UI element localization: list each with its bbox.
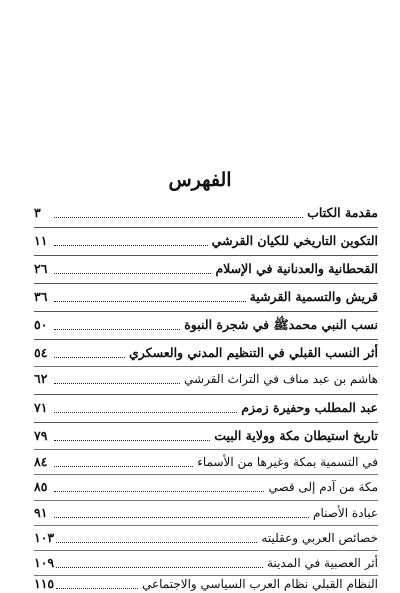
divider <box>34 525 378 526</box>
toc-entry <box>34 286 378 306</box>
dot-leader <box>54 466 193 467</box>
toc-entry-page: ٨٤ <box>34 454 48 469</box>
dot-leader <box>54 301 246 302</box>
toc-entry-page: ٩١ <box>34 505 48 520</box>
toc-entry-page: ٣٦ <box>34 289 48 304</box>
toc-entry-page: ٨٥ <box>34 479 48 494</box>
toc-entry-title: النظام القبلي نظام العرب السياسي والاجتماعي <box>141 577 378 591</box>
divider <box>34 255 378 256</box>
toc-entry-title: عبادة الأصنام <box>313 506 378 520</box>
dot-leader <box>56 567 263 568</box>
toc-entry-page: ٦٢ <box>34 371 48 386</box>
toc-entry-title: مقدمة الكتاب <box>307 205 378 220</box>
divider <box>34 339 378 340</box>
dot-leader <box>54 357 125 358</box>
dot-leader <box>54 273 211 274</box>
toc-entry-title: تاريخ استيطان مكة وولاية البيت <box>214 428 378 443</box>
toc-entry <box>34 314 378 334</box>
dot-leader <box>54 245 208 246</box>
toc-entry-title: في التسمية بمكة وغيرها من الأسماء <box>197 455 378 469</box>
toc-entry-title: القحطانية والعدنانية في الإسلام <box>215 261 378 276</box>
dot-leader <box>54 440 210 441</box>
toc-entry-page: ٣ <box>34 205 41 220</box>
toc-entry-title: هاشم بن عبد مناف في التراث القرشي <box>184 372 378 386</box>
divider <box>34 366 378 367</box>
toc-entry <box>34 202 378 222</box>
divider <box>34 474 378 475</box>
toc-entry <box>34 451 378 471</box>
divider <box>34 550 378 551</box>
toc-entry <box>34 258 378 278</box>
toc-entry <box>34 397 378 417</box>
dot-leader <box>54 517 309 518</box>
toc-entry-page: ١٠٩ <box>34 555 55 570</box>
toc-entry-page: ١٠٣ <box>34 530 55 545</box>
toc-entry-page: ١١ <box>34 233 48 248</box>
divider <box>34 311 378 312</box>
toc-entry <box>34 527 378 547</box>
toc-entry-title: التكوين التاريخي للكيان القرشي <box>211 233 378 248</box>
toc-entry-title: نسب النبي محمدﷺ في شجرة النبوة <box>184 317 378 332</box>
toc-entry <box>34 573 378 593</box>
dot-leader <box>54 491 264 492</box>
toc-entry <box>34 230 378 250</box>
divider <box>34 449 378 450</box>
toc-entry-title: خصائص العربي وعقليته <box>261 531 378 545</box>
divider <box>34 500 378 501</box>
toc-entry <box>34 342 378 362</box>
toc-entry-page: ٧١ <box>34 400 48 415</box>
dot-leader <box>56 542 257 543</box>
dot-leader <box>54 412 237 413</box>
divider <box>34 422 378 423</box>
toc-entry <box>34 425 378 445</box>
toc-entry-title: قريش والتسمية القرشية <box>249 289 378 304</box>
toc-entry-title: أثر العصبية في المدينة <box>267 556 378 570</box>
dot-leader <box>54 383 180 384</box>
toc-entry <box>34 552 378 572</box>
toc-entry-page: ١١٥ <box>34 576 55 591</box>
toc-entry-title: مكة من آدم إلى قصي <box>268 480 378 494</box>
divider <box>34 227 378 228</box>
dot-leader <box>56 588 138 589</box>
toc-entry-page: ٢٦ <box>34 261 48 276</box>
toc-entry-page: ٥٤ <box>34 345 48 360</box>
dot-leader <box>54 217 303 218</box>
toc-entry-page: ٧٩ <box>34 428 48 443</box>
divider <box>34 283 378 284</box>
toc-entry-title: عبد المطلب وحفيرة زمزم <box>241 400 378 415</box>
page-title: الفهرس <box>168 169 232 191</box>
toc-entry <box>34 476 378 496</box>
toc-entry <box>34 368 378 388</box>
divider <box>34 394 378 395</box>
dot-leader <box>54 329 180 330</box>
toc-entry-title: أثر النسب القبلي في التنظيم المدني والعسكري <box>129 345 378 360</box>
toc-entry <box>34 502 378 522</box>
toc-entry-page: ٥٠ <box>34 317 48 332</box>
